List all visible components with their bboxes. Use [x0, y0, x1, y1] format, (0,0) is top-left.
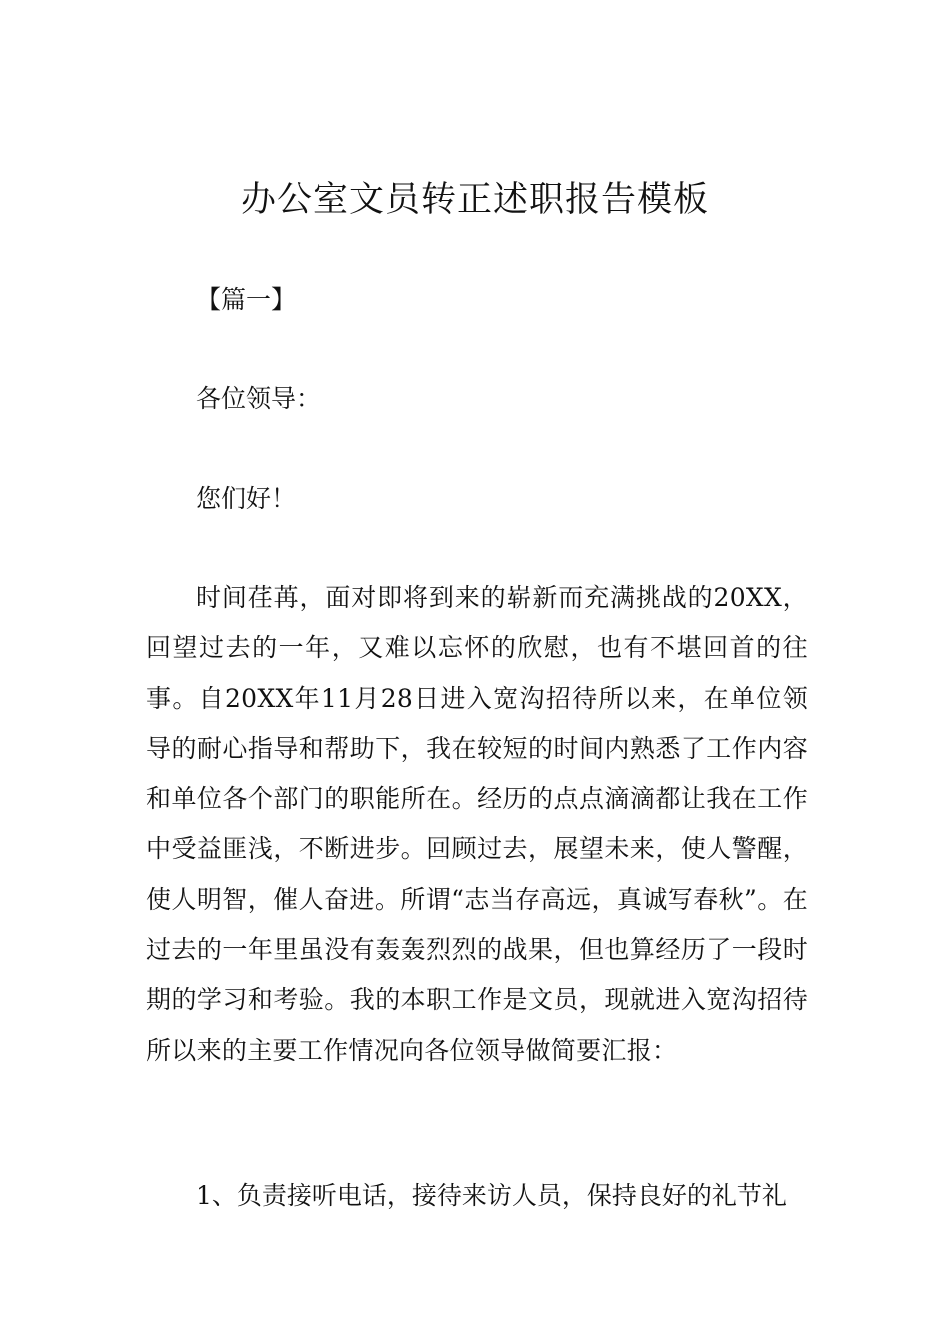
salutation: 各位领导： — [196, 384, 322, 413]
document-title: 办公室文员转正述职报告模板 — [240, 180, 709, 220]
body-paragraph: 时间荏苒，面对即将到来的崭新而充满挑战的20XX，回望过去的一年，又难以忘怀的欣慰，也有不堪回首的往事。自20XX年11月28日进入宽沟招待所以来，在单位领导的耐心指导和帮助下，我在较短的时间内熟悉了工作内容和单位各个部门的职能所在。经历的点点滴滴都让我在工作中受益匪浅，不断进步。回顾过去，展望未来，使人警醒，使人明智，催人奋进。所谓“志当存高远，真诚写春秋”。在过去的一年里虽没有轰轰烈烈的战果，但也算经历了一段时期的学习和考验。我的本职工作是文员，现就进入宽沟招待所以来的主要工作情况向各位领导做简要汇报： — [146, 583, 808, 1065]
section-label: 【篇一】 — [196, 285, 297, 314]
greeting: 您们好！ — [196, 484, 297, 513]
list-item-1: 1、负责接听电话，接待来访人员，保持良好的礼节礼 — [196, 1181, 787, 1210]
